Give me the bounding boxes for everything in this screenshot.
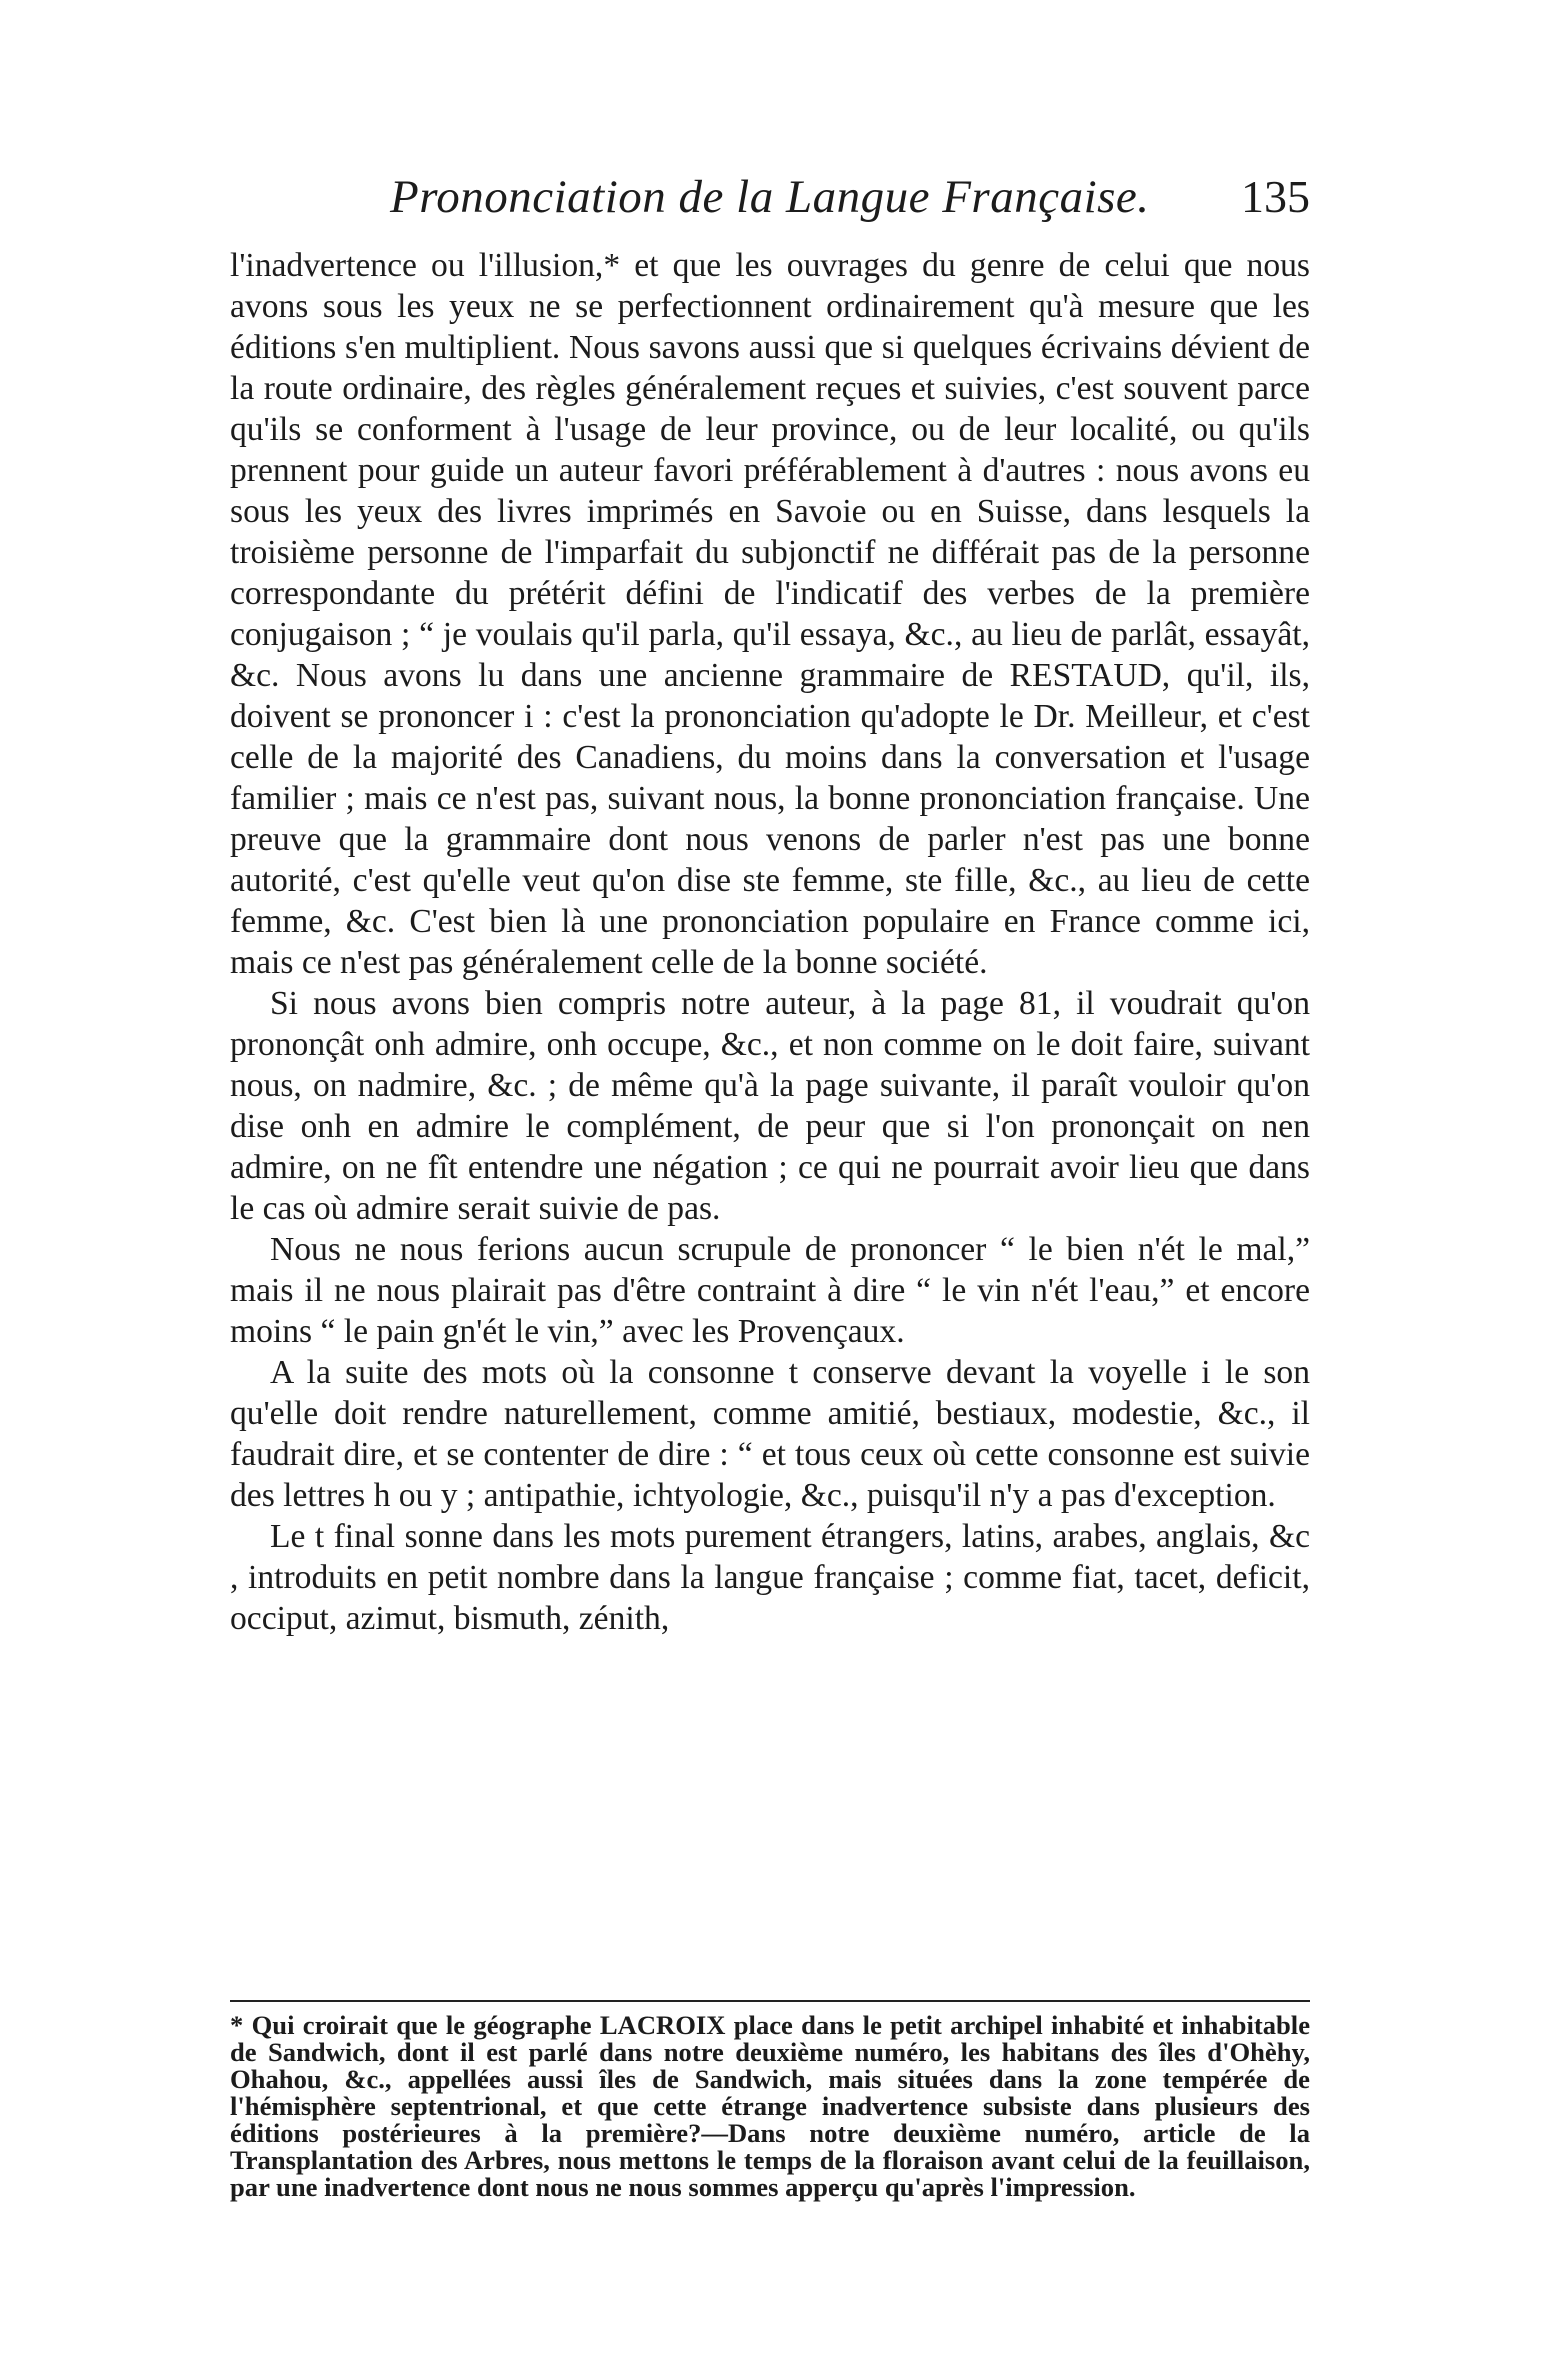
body-text [230,245,1310,1639]
running-head [230,170,1310,230]
paragraph: Si nous avons bien compris notre auteur, à la page 81, il voudrait qu'on prononçât onh admire, onh occupe, &c., et non comme on le doit faire, suivant nous, on nadmire, &c. ; de même qu'à la page suivante, il paraît vouloir qu'on dise onh en admire le complément, de peur que si l'on prononçait on nen admire, on ne fît entendre une négation ; ce qui ne pourrait avoir lieu que dans le cas où admire serait suivie de pas. [230,985,1310,1227]
page-number: 135 [1241,171,1310,222]
paragraph: A la suite des mots où la consonne t conserve devant la voyelle i le son qu'elle doit rendre naturellement, comme amitié, bestiaux, modestie, &c., il faudrait dire, et se contenter de dire : “ et tous ceux où cette consonne est suivie des lettres h ou y ; antipathie, ichtyologie, &c., puisqu'il n'y a pas d'exception. [230,1354,1310,1514]
footnote-divider [230,2000,1310,2002]
paragraph: Nous ne nous ferions aucun scrupule de prononcer “ le bien n'ét le mal,” mais il ne nous plairait pas d'être contraint à dire “ le vin n'ét l'eau,” et encore moins “ le pain gn'ét le vin,” avec les Provençaux. [230,1231,1310,1350]
running-title: Prononciation de la Langue Française. [390,171,1150,223]
paragraph: l'inadvertence ou l'illusion,* et que les ouvrages du genre de celui que nous avons sous les yeux ne se perfectionnent ordinairement qu'à mesure que les éditions s'en multiplient. Nous savons aussi que si quelques écrivains dévient de la route ordinaire, des règles généralement reçues et suivies, c'est souvent parce qu'ils se conforment à l'usage de leur province, ou de leur localité, ou qu'ils prennent pour guide un auteur favori préférablement à d'autres : nous avons eu sous les yeux des livres imprimés en Savoie ou en Suisse, dans lesquels la troisième personne de l'imparfait du subjonctif ne différait pas de la personne correspondante du prétérit défini de l'indicatif des verbes de la première conjugaison ; “ je voulais qu'il parla, qu'il essaya, &c., au lieu de parlât, essayât, &c. Nous avons lu dans une ancienne grammaire de RESTAUD, qu'il, ils, doivent se prononcer i : c'est la prononciation qu'adopte le Dr. Meilleur, et c'est celle de la majorité des Canadiens, du moins dans la conversation et l'usage familier ; mais ce n'est pas, suivant nous, la bonne prononciation française. Une preuve que la grammaire dont nous venons de parler n'est pas une bonne autorité, c'est qu'elle veut qu'on dise ste femme, ste fille, &c., au lieu de cette femme, &c. C'est bien là une prononciation populaire en France comme ici, mais ce n'est pas généralement celle de la bonne société. [230,247,1310,981]
footnote: * Qui croirait que le géographe LACROIX place dans le petit archipel inhabité et inhabitable de Sandwich, dont il est parlé dans notre deuxième numéro, les habitans des îles d'Ohèhy, Ohahou, &c., appellées aussi îles de Sandwich, mais situées dans la zone tempérée de l'hémisphère septentrional, et que cette étrange inadvertence subsiste dans plusieurs des éditions postérieures à la première?—Dans notre deuxième numéro, article de la Transplantation des Arbres, nous mettons le temps de la floraison avant celui de la feuillaison, par une inadvertence dont nous ne nous sommes apperçu qu'après l'impression. [230,2010,1310,2202]
paragraph: Le t final sonne dans les mots purement étrangers, latins, arabes, anglais, &c , introduits en petit nombre dans la langue française ; comme fiat, tacet, deficit, occiput, azimut, bismuth, zénith, [230,1518,1310,1637]
